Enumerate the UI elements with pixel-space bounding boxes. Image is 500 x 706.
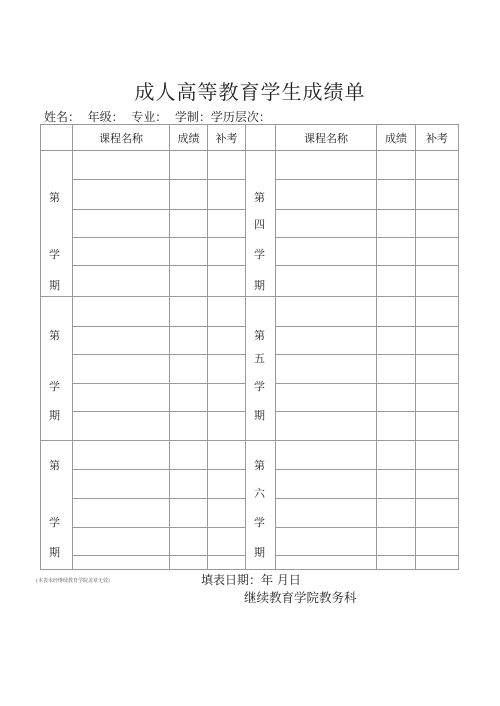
left-makeup-cell[interactable] — [208, 354, 246, 383]
left-score-cell[interactable] — [170, 499, 208, 527]
left-score-cell[interactable] — [170, 180, 208, 209]
header-left-score: 成绩 — [170, 125, 208, 151]
semester-char: 第 — [49, 329, 60, 343]
header-left-course: 课程名称 — [73, 125, 170, 151]
right-course-cell[interactable] — [276, 237, 377, 265]
semester-label-s4 — [246, 151, 276, 297]
semester-char: 学 — [254, 380, 265, 394]
left-course-cell[interactable] — [73, 384, 170, 412]
student-info-line: 姓名： 年级： 专业： 学制：学历层次： — [44, 110, 271, 124]
semester-char: 学 — [49, 248, 60, 262]
table-row — [41, 297, 459, 326]
right-makeup-cell[interactable] — [416, 237, 459, 265]
left-score-cell[interactable] — [170, 326, 208, 354]
right-score-cell[interactable] — [377, 440, 416, 469]
left-score-cell[interactable] — [170, 237, 208, 265]
header-right-makeup: 补考 — [416, 125, 459, 151]
right-score-cell[interactable] — [377, 354, 416, 383]
right-course-cell[interactable] — [276, 326, 377, 354]
right-makeup-cell[interactable] — [416, 297, 459, 326]
right-makeup-cell[interactable] — [416, 527, 459, 555]
right-makeup-cell[interactable] — [416, 499, 459, 527]
right-makeup-cell[interactable] — [416, 384, 459, 412]
left-score-cell[interactable] — [170, 209, 208, 237]
left-makeup-cell[interactable] — [208, 384, 246, 412]
left-makeup-cell[interactable] — [208, 412, 246, 440]
right-makeup-cell[interactable] — [416, 440, 459, 469]
right-course-cell[interactable] — [276, 209, 377, 237]
left-makeup-cell[interactable] — [208, 555, 246, 569]
left-makeup-cell[interactable] — [208, 209, 246, 237]
left-course-cell[interactable] — [73, 527, 170, 555]
left-makeup-cell[interactable] — [208, 527, 246, 555]
left-makeup-cell[interactable] — [208, 469, 246, 498]
left-course-cell[interactable] — [73, 209, 170, 237]
left-makeup-cell[interactable] — [208, 180, 246, 209]
left-course-cell[interactable] — [73, 326, 170, 354]
semester-label-s2 — [41, 297, 73, 440]
header-left-semester-cell — [41, 125, 73, 151]
left-makeup-cell[interactable] — [208, 440, 246, 469]
semester-char: 第 — [254, 329, 265, 343]
semester-char: 期 — [254, 545, 265, 559]
semester-char: 学 — [254, 515, 265, 529]
right-score-cell[interactable] — [377, 499, 416, 527]
left-course-cell[interactable] — [73, 555, 170, 569]
right-makeup-cell[interactable] — [416, 354, 459, 383]
right-course-cell[interactable] — [276, 555, 377, 569]
header-right-score: 成绩 — [377, 125, 416, 151]
right-course-cell[interactable] — [276, 266, 377, 297]
semester-char: 学 — [254, 248, 265, 262]
left-score-cell[interactable] — [170, 412, 208, 440]
semester-char: 六 — [254, 486, 265, 500]
left-course-cell[interactable] — [73, 151, 170, 180]
header-row — [41, 125, 459, 151]
semester-char: 学 — [49, 380, 60, 394]
left-course-cell[interactable] — [73, 499, 170, 527]
left-course-cell[interactable] — [73, 469, 170, 498]
right-makeup-cell[interactable] — [416, 326, 459, 354]
semester-char: 四 — [254, 218, 265, 232]
left-score-cell[interactable] — [170, 384, 208, 412]
left-score-cell[interactable] — [170, 266, 208, 297]
left-score-cell[interactable] — [170, 555, 208, 569]
left-course-cell[interactable] — [73, 440, 170, 469]
right-course-cell[interactable] — [276, 151, 377, 180]
left-course-cell[interactable] — [73, 412, 170, 440]
left-score-cell[interactable] — [170, 527, 208, 555]
right-score-cell[interactable] — [377, 151, 416, 180]
right-course-cell[interactable] — [276, 412, 377, 440]
semester-char: 期 — [49, 545, 60, 559]
fill-date-label: 填表日期：年 月日 — [201, 573, 301, 587]
left-course-cell[interactable] — [73, 237, 170, 265]
right-makeup-cell[interactable] — [416, 151, 459, 180]
page-title: 成人高等教育学生成绩单 — [134, 80, 366, 104]
right-course-cell[interactable] — [276, 527, 377, 555]
header-right-semester-cell — [246, 125, 276, 151]
semester-char: 第 — [49, 191, 60, 205]
right-score-cell[interactable] — [377, 297, 416, 326]
semester-char: 期 — [254, 409, 265, 423]
left-makeup-cell[interactable] — [208, 151, 246, 180]
right-score-cell[interactable] — [377, 180, 416, 209]
right-score-cell[interactable] — [377, 237, 416, 265]
left-score-cell[interactable] — [170, 469, 208, 498]
right-course-cell[interactable] — [276, 384, 377, 412]
table-row — [41, 151, 459, 180]
semester-label-s6 — [246, 440, 276, 569]
semester-char: 期 — [49, 279, 60, 293]
right-score-cell[interactable] — [377, 384, 416, 412]
left-course-cell[interactable] — [73, 266, 170, 297]
left-makeup-cell[interactable] — [208, 297, 246, 326]
semester-label-s3 — [41, 440, 73, 569]
semester-char: 第 — [49, 458, 60, 472]
left-makeup-cell[interactable] — [208, 266, 246, 297]
left-course-cell[interactable] — [73, 297, 170, 326]
header-left-makeup: 补考 — [208, 125, 246, 151]
validity-note: (本表未经继续教育学院盖章无效) — [36, 578, 110, 584]
left-makeup-cell[interactable] — [208, 237, 246, 265]
right-score-cell[interactable] — [377, 469, 416, 498]
left-score-cell[interactable] — [170, 151, 208, 180]
right-course-cell[interactable] — [276, 499, 377, 527]
semester-char: 期 — [254, 279, 265, 293]
right-makeup-cell[interactable] — [416, 469, 459, 498]
right-course-cell[interactable] — [276, 180, 377, 209]
right-course-cell[interactable] — [276, 469, 377, 498]
left-course-cell[interactable] — [73, 354, 170, 383]
semester-label-s1 — [41, 151, 73, 297]
right-makeup-cell[interactable] — [416, 412, 459, 440]
header-right-course: 课程名称 — [276, 125, 377, 151]
right-score-cell[interactable] — [377, 555, 416, 569]
semester-char: 学 — [49, 515, 60, 529]
left-score-cell[interactable] — [170, 297, 208, 326]
left-score-cell[interactable] — [170, 440, 208, 469]
right-course-cell[interactable] — [276, 297, 377, 326]
semester-char: 第 — [254, 458, 265, 472]
right-score-cell[interactable] — [377, 412, 416, 440]
right-course-cell[interactable] — [276, 354, 377, 383]
right-score-cell[interactable] — [377, 326, 416, 354]
grade-table — [40, 124, 459, 570]
left-makeup-cell[interactable] — [208, 499, 246, 527]
semester-char: 五 — [254, 352, 265, 366]
right-score-cell[interactable] — [377, 527, 416, 555]
left-course-cell[interactable] — [73, 180, 170, 209]
table-row — [41, 440, 459, 469]
issuing-office: 继续教育学院教务科 — [244, 590, 357, 605]
right-score-cell[interactable] — [377, 209, 416, 237]
right-makeup-cell[interactable] — [416, 555, 459, 569]
right-score-cell[interactable] — [377, 266, 416, 297]
semester-char: 期 — [49, 409, 60, 423]
right-makeup-cell[interactable] — [416, 209, 459, 237]
semester-char: 第 — [254, 191, 265, 205]
right-course-cell[interactable] — [276, 440, 377, 469]
left-makeup-cell[interactable] — [208, 326, 246, 354]
right-makeup-cell[interactable] — [416, 266, 459, 297]
semester-label-s5 — [246, 297, 276, 440]
left-score-cell[interactable] — [170, 354, 208, 383]
right-makeup-cell[interactable] — [416, 180, 459, 209]
